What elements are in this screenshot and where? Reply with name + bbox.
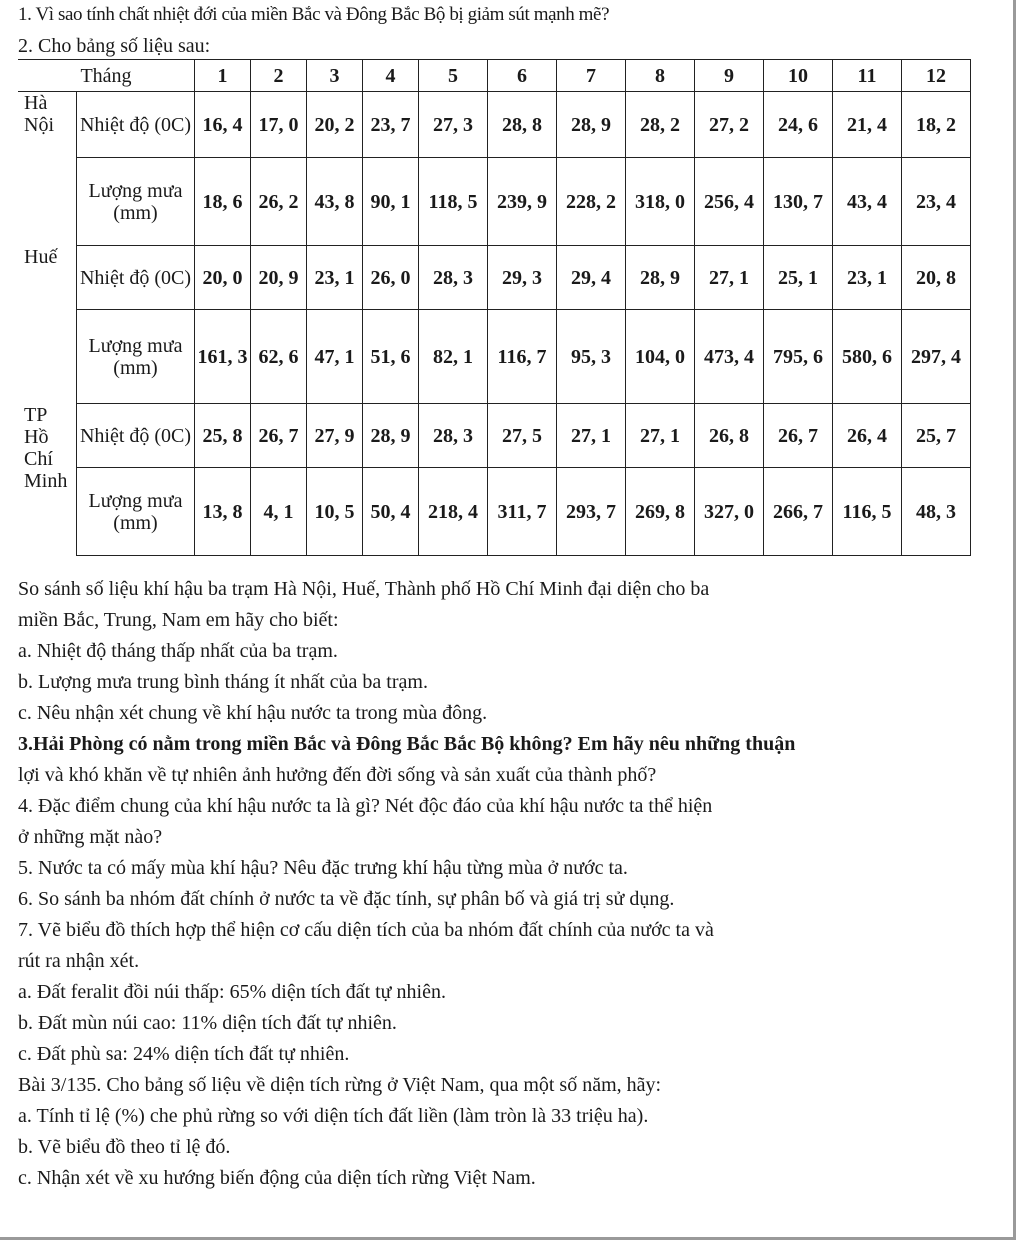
temperature-value: 26, 4 bbox=[833, 404, 902, 468]
station-row-temp bbox=[18, 92, 971, 158]
temperature-value: 26, 8 bbox=[695, 404, 764, 468]
text-line: c. Nêu nhận xét chung về khí hậu nước ta trong mùa đông. bbox=[18, 702, 488, 724]
temperature-value: 20, 2 bbox=[307, 92, 363, 158]
rainfall-value: 47, 1 bbox=[307, 310, 363, 404]
text-line: 7. Vẽ biểu đồ thích hợp thể hiện cơ cấu diện tích của ba nhóm đất chính của nước ta và bbox=[18, 919, 714, 941]
temperature-value: 28, 8 bbox=[488, 92, 557, 158]
rainfall-value: 48, 3 bbox=[902, 468, 971, 556]
rainfall-value: 50, 4 bbox=[363, 468, 419, 556]
temperature-value: 24, 6 bbox=[764, 92, 833, 158]
station-row-rain bbox=[18, 158, 971, 246]
temperature-value: 27, 1 bbox=[695, 246, 764, 310]
month-cell: 12 bbox=[902, 60, 971, 92]
temperature-value: 28, 2 bbox=[626, 92, 695, 158]
temperature-value: 21, 4 bbox=[833, 92, 902, 158]
temperature-value: 27, 9 bbox=[307, 404, 363, 468]
rainfall-value: 26, 2 bbox=[251, 158, 307, 246]
question-1: 1. Vì sao tính chất nhiệt đới của miền Bắc và Đông Bắc Bộ bị giảm sút mạnh mẽ? bbox=[18, 4, 610, 25]
temperature-value: 29, 4 bbox=[557, 246, 626, 310]
text-line: 3.Hải Phòng có nằm trong miền Bắc và Đông Bắc Bắc Bộ không? Em hãy nêu những thuận bbox=[18, 733, 796, 755]
temperature-value: 27, 2 bbox=[695, 92, 764, 158]
month-cell: 6 bbox=[488, 60, 557, 92]
temperature-value: 16, 4 bbox=[195, 92, 251, 158]
question-2-header: 2. Cho bảng số liệu sau: bbox=[18, 35, 211, 57]
temperature-value: 25, 8 bbox=[195, 404, 251, 468]
rainfall-value: 118, 5 bbox=[419, 158, 488, 246]
rainfall-label: Lượng mưa (mm) bbox=[77, 310, 195, 404]
text-line: c. Nhận xét về xu hướng biến động của diện tích rừng Việt Nam. bbox=[18, 1167, 536, 1189]
climate-table bbox=[18, 59, 971, 556]
rainfall-value: 10, 5 bbox=[307, 468, 363, 556]
rainfall-value: 327, 0 bbox=[695, 468, 764, 556]
month-cell: 1 bbox=[195, 60, 251, 92]
rainfall-value: 104, 0 bbox=[626, 310, 695, 404]
temperature-value: 28, 9 bbox=[626, 246, 695, 310]
rainfall-value: 311, 7 bbox=[488, 468, 557, 556]
rainfall-value: 116, 5 bbox=[833, 468, 902, 556]
rainfall-value: 62, 6 bbox=[251, 310, 307, 404]
month-label: Tháng bbox=[18, 60, 195, 92]
text-line: miền Bắc, Trung, Nam em hãy cho biết: bbox=[18, 609, 339, 631]
temperature-value: 25, 1 bbox=[764, 246, 833, 310]
temperature-value: 20, 8 bbox=[902, 246, 971, 310]
station-row-rain bbox=[18, 310, 971, 404]
rainfall-value: 90, 1 bbox=[363, 158, 419, 246]
rainfall-value: 218, 4 bbox=[419, 468, 488, 556]
temperature-value: 20, 9 bbox=[251, 246, 307, 310]
temperature-label: Nhiệt độ (0C) bbox=[77, 246, 195, 310]
temperature-value: 18, 2 bbox=[902, 92, 971, 158]
rainfall-value: 4, 1 bbox=[251, 468, 307, 556]
month-cell: 5 bbox=[419, 60, 488, 92]
text-line: c. Đất phù sa: 24% diện tích đất tự nhiên. bbox=[18, 1043, 350, 1065]
text-line: b. Vẽ biểu đồ theo tỉ lệ đó. bbox=[18, 1136, 231, 1158]
text-line: a. Đất feralit đồi núi thấp: 65% diện tích đất tự nhiên. bbox=[18, 981, 446, 1003]
station-row-temp bbox=[18, 404, 971, 468]
month-cell: 11 bbox=[833, 60, 902, 92]
temperature-value: 27, 1 bbox=[557, 404, 626, 468]
station-row-rain bbox=[18, 468, 971, 556]
temperature-value: 23, 7 bbox=[363, 92, 419, 158]
month-cell: 10 bbox=[764, 60, 833, 92]
rainfall-value: 95, 3 bbox=[557, 310, 626, 404]
rainfall-value: 293, 7 bbox=[557, 468, 626, 556]
temperature-value: 26, 7 bbox=[251, 404, 307, 468]
temperature-value: 28, 3 bbox=[419, 404, 488, 468]
text-line: b. Đất mùn núi cao: 11% diện tích đất tự nhiên. bbox=[18, 1012, 397, 1034]
rainfall-value: 23, 4 bbox=[902, 158, 971, 246]
temperature-value: 23, 1 bbox=[833, 246, 902, 310]
rainfall-label: Lượng mưa (mm) bbox=[77, 468, 195, 556]
station-name: TP Hồ Chí Minh bbox=[18, 404, 77, 556]
text-line: b. Lượng mưa trung bình tháng ít nhất của ba trạm. bbox=[18, 671, 428, 693]
rainfall-value: 43, 4 bbox=[833, 158, 902, 246]
rainfall-value: 297, 4 bbox=[902, 310, 971, 404]
temperature-label: Nhiệt độ (0C) bbox=[77, 92, 195, 158]
rainfall-value: 256, 4 bbox=[695, 158, 764, 246]
text-line: a. Tính tỉ lệ (%) che phủ rừng so với diện tích đất liền (làm tròn là 33 triệu ha). bbox=[18, 1105, 649, 1127]
temperature-value: 27, 3 bbox=[419, 92, 488, 158]
text-line: So sánh số liệu khí hậu ba trạm Hà Nội, Huế, Thành phố Hồ Chí Minh đại diện cho ba bbox=[18, 578, 710, 600]
text-line: rút ra nhận xét. bbox=[18, 950, 140, 972]
temperature-value: 27, 5 bbox=[488, 404, 557, 468]
month-cell: 4 bbox=[363, 60, 419, 92]
rainfall-value: 228, 2 bbox=[557, 158, 626, 246]
rainfall-value: 795, 6 bbox=[764, 310, 833, 404]
rainfall-label: Lượng mưa (mm) bbox=[77, 158, 195, 246]
rainfall-value: 161, 3 bbox=[195, 310, 251, 404]
month-cell: 7 bbox=[557, 60, 626, 92]
temperature-value: 25, 7 bbox=[902, 404, 971, 468]
rainfall-value: 473, 4 bbox=[695, 310, 764, 404]
temperature-value: 26, 7 bbox=[764, 404, 833, 468]
station-name: Huế bbox=[18, 246, 77, 404]
text-line: lợi và khó khăn về tự nhiên ảnh hưởng đến đời sống và sản xuất của thành phố? bbox=[18, 764, 657, 786]
rainfall-value: 266, 7 bbox=[764, 468, 833, 556]
month-header-row bbox=[18, 60, 971, 92]
temperature-value: 27, 1 bbox=[626, 404, 695, 468]
rainfall-value: 43, 8 bbox=[307, 158, 363, 246]
rainfall-value: 130, 7 bbox=[764, 158, 833, 246]
text-line: 4. Đặc điểm chung của khí hậu nước ta là gì? Nét độc đáo của khí hậu nước ta thể hiện bbox=[18, 795, 713, 817]
climate-table-body bbox=[18, 60, 971, 556]
rainfall-value: 269, 8 bbox=[626, 468, 695, 556]
rainfall-value: 580, 6 bbox=[833, 310, 902, 404]
rainfall-value: 51, 6 bbox=[363, 310, 419, 404]
text-line: Bài 3/135. Cho bảng số liệu về diện tích rừng ở Việt Nam, qua một số năm, hãy: bbox=[18, 1074, 662, 1096]
month-cell: 2 bbox=[251, 60, 307, 92]
month-cell: 8 bbox=[626, 60, 695, 92]
rainfall-value: 239, 9 bbox=[488, 158, 557, 246]
temperature-label: Nhiệt độ (0C) bbox=[77, 404, 195, 468]
temperature-value: 28, 3 bbox=[419, 246, 488, 310]
station-row-temp bbox=[18, 246, 971, 310]
month-cell: 9 bbox=[695, 60, 764, 92]
rainfall-value: 13, 8 bbox=[195, 468, 251, 556]
temperature-value: 26, 0 bbox=[363, 246, 419, 310]
temperature-value: 28, 9 bbox=[363, 404, 419, 468]
temperature-value: 17, 0 bbox=[251, 92, 307, 158]
month-cell: 3 bbox=[307, 60, 363, 92]
text-line: ở những mặt nào? bbox=[18, 826, 163, 848]
temperature-value: 23, 1 bbox=[307, 246, 363, 310]
rainfall-value: 318, 0 bbox=[626, 158, 695, 246]
station-name: Hà Nội bbox=[18, 92, 77, 246]
temperature-value: 20, 0 bbox=[195, 246, 251, 310]
text-line: 6. So sánh ba nhóm đất chính ở nước ta về đặc tính, sự phân bố và giá trị sử dụng. bbox=[18, 888, 675, 910]
temperature-value: 29, 3 bbox=[488, 246, 557, 310]
rainfall-value: 116, 7 bbox=[488, 310, 557, 404]
text-line: a. Nhiệt độ tháng thấp nhất của ba trạm. bbox=[18, 640, 338, 662]
text-line: 5. Nước ta có mấy mùa khí hậu? Nêu đặc trưng khí hậu từng mùa ở nước ta. bbox=[18, 857, 628, 879]
rainfall-value: 82, 1 bbox=[419, 310, 488, 404]
temperature-value: 28, 9 bbox=[557, 92, 626, 158]
rainfall-value: 18, 6 bbox=[195, 158, 251, 246]
